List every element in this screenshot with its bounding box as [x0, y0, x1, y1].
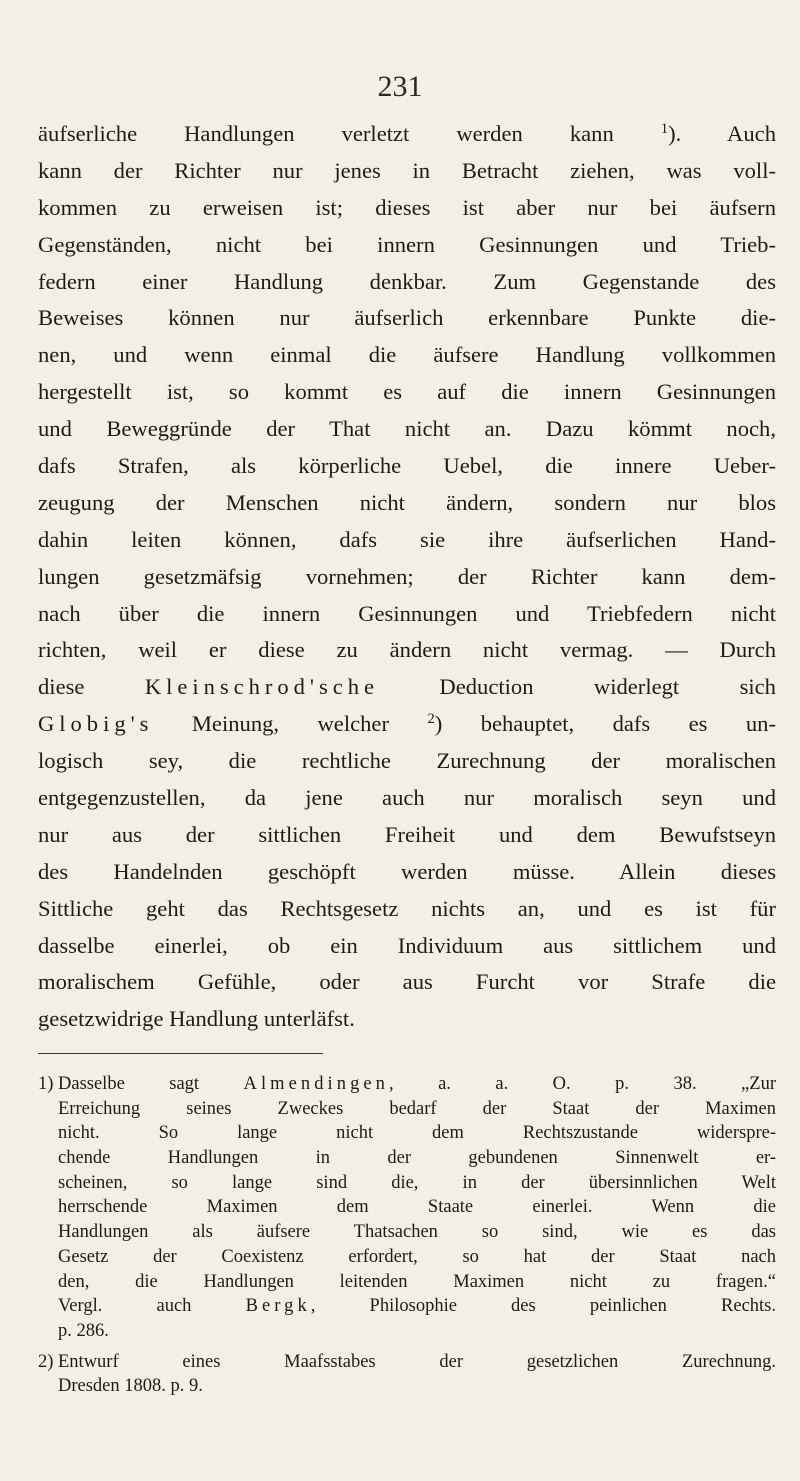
text-line: entgegenzustellen, da jene auch nur moralisch seyn und	[38, 785, 776, 811]
page-number: 231	[377, 70, 423, 103]
text-line: äufserliche Handlungen verletzt werden kann $^1$). Auch	[38, 120, 776, 146]
footnote-divider	[38, 1053, 323, 1054]
text-line: dahin leiten können, dafs sie ihre äufserlichen Hand-	[38, 526, 776, 552]
text-line: Globig's Meinung, welcher $^2$) behauptet, dafs es un-	[38, 711, 776, 737]
text-line: Gegenständen, nicht bei innern Gesinnungen und Trieb-	[38, 231, 776, 257]
text-line: lungen gesetzmäfsig vornehmen; der Richter kann dem-	[38, 563, 776, 589]
footnote-line: Dresden 1808. p. 9.	[58, 1376, 203, 1397]
footnote-line: nicht. So lange nicht dem Rechtszustande widerspre-	[58, 1123, 776, 1144]
text-line: und Beweggründe der That nicht an. Dazu kömmt noch,	[38, 416, 776, 442]
text-line: dafs Strafen, als körperliche Uebel, die innere Ueber-	[38, 453, 776, 479]
text-line: Sittliche geht das Rechtsgesetz nichts an, und es ist für	[38, 895, 776, 921]
text-line: federn einer Handlung denkbar. Zum Gegenstande des	[38, 268, 776, 294]
footnote-ref[interactable]: 2	[427, 711, 435, 728]
text-line: nach über die innern Gesinnungen und Triebfedern nicht	[38, 600, 776, 626]
text-line: diese Kleinschrod'sche Deduction widerlegt sich	[38, 674, 776, 700]
footnote-line: p. 286.	[58, 1320, 109, 1341]
text-line: gesetzwidrige Handlung unterläfst.	[38, 1006, 355, 1032]
text-line: nur aus der sittlichen Freiheit und dem Bewufstseyn	[38, 821, 776, 847]
main-text	[38, 116, 776, 1038]
text-line: Beweises können nur äufserlich erkennbare Punkte die-	[38, 305, 776, 331]
footnote-line: scheinen, so lange sind die, in der übersinnlichen Welt	[58, 1172, 776, 1193]
footnote-line: Handlungen als äufsere Thatsachen so sind, wie es das	[58, 1222, 776, 1243]
text-line: zeugung der Menschen nicht ändern, sondern nur blos	[38, 489, 776, 515]
text-line: moralischem Gefühle, oder aus Furcht vor Strafe die	[38, 969, 776, 995]
footnote-line: herrschende Maximen dem Staate einerlei. Wenn die	[58, 1197, 776, 1218]
footnote-line: Vergl. auch Bergk, Philosophie des peinlichen Rechts.	[58, 1296, 777, 1317]
text-line: des Handelnden geschöpft werden müsse. Allein dieses	[38, 858, 776, 884]
author-name: Kleinschrod'sche	[144, 674, 380, 700]
footnote-line: Dasselbe sagt Almendingen, a. a. O. p. 38. „Zur	[58, 1074, 776, 1094]
footnote	[38, 1350, 776, 1399]
text-line: nen, und wenn einmal die äufsere Handlung vollkommen	[38, 342, 776, 368]
text-line: logisch sey, die rechtliche Zurechnung der moralischen	[38, 748, 776, 774]
footnote	[38, 1072, 776, 1344]
text-line: kommen zu erweisen ist; dieses ist aber nur bei äufsern	[38, 194, 776, 220]
footnote-marker: 2)	[38, 1351, 54, 1372]
footnotes	[38, 1072, 776, 1399]
footnote-marker: 1)	[38, 1074, 54, 1094]
footnote-ref[interactable]: 1	[660, 120, 669, 137]
footnote-line: Erreichung seines Zweckes bedarf der Staat der Maximen	[58, 1098, 776, 1119]
text-line: hergestellt ist, so kommt es auf die innern Gesinnungen	[38, 379, 776, 405]
footnote-line: den, die Handlungen leitenden Maximen nicht zu fragen.“	[58, 1271, 776, 1292]
text-line: kann der Richter nur jenes in Betracht ziehen, was voll-	[38, 157, 776, 183]
text-line: richten, weil er diese zu ändern nicht vermag. — Durch	[38, 637, 776, 663]
footnote-line: Gesetz der Coexistenz erfordert, so hat der Staat nach	[58, 1246, 776, 1267]
author-name: Globig's	[38, 711, 154, 737]
author-name: Almendingen	[243, 1074, 389, 1094]
author-name: Bergk	[245, 1296, 311, 1317]
text-line: dasselbe einerlei, ob ein Individuum aus sittlichem und	[38, 932, 776, 958]
footnote-line: chende Handlungen in der gebundenen Sinnenwelt er-	[58, 1148, 776, 1169]
footnote-line: Entwurf eines Maafsstabes der gesetzlichen Zurechnung.	[58, 1351, 776, 1372]
